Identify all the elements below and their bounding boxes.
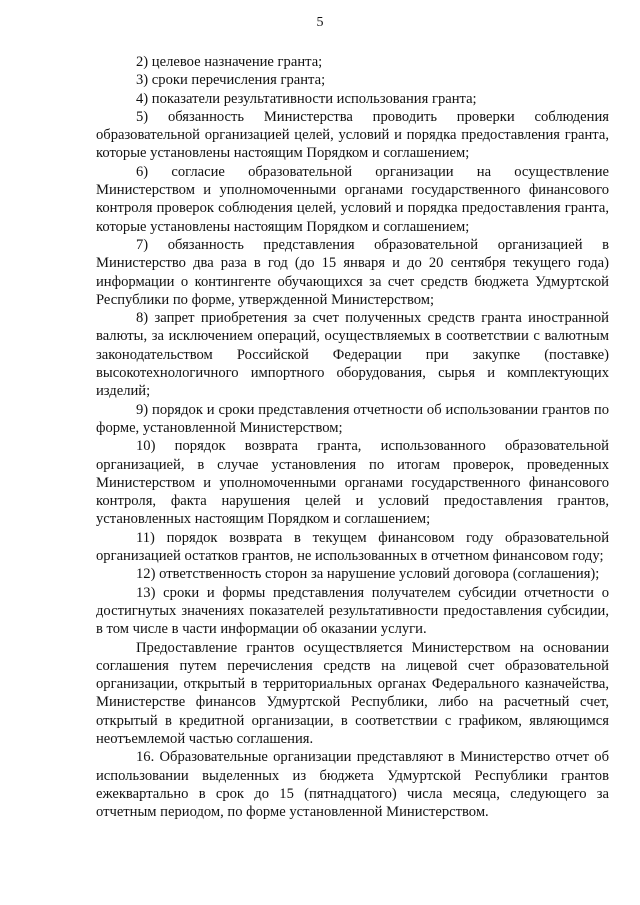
page-number: 5 — [316, 15, 324, 30]
paragraph-item-9: 9) порядок и сроки представления отчетности об использовании грантов по форме, установленной Министерством; — [96, 401, 609, 436]
paragraph-clause-16: 16. Образовательные организации представляют в Министерство отчет об использовании выделенных из бюджета Удмуртской Республики грантов ежеквартально в срок до 15 (пятнадцатого) числа месяца, следующего за отчетным периодом, по форме установленной Министерством. — [96, 749, 609, 821]
paragraph-item-2: 2) целевое назначение гранта; — [136, 54, 323, 70]
paragraph-item-8: 8) запрет приобретения за счет полученных средств гранта иностранной валюты, за исключением операций, осуществляемых в соответствии с валютным законодательством Российской Федерации при закупке (поставке) высокотехнологичного импортного оборудования, сырья и комплектующих изделий; — [96, 310, 609, 400]
paragraph-item-3: 3) сроки перечисления гранта; — [136, 72, 326, 89]
paragraph-item-11: 11) порядок возврата в текущем финансовом году образовательной организацией остатков грантов, не использованных в отчетном финансовом году; — [96, 529, 609, 565]
paragraph-item-12: 12) ответственность сторон за нарушение условий договора (соглашения); — [136, 566, 600, 583]
document-body — [96, 53, 609, 821]
paragraph-item-4: 4) показатели результативности использования гранта; — [136, 90, 477, 107]
paragraph-item-7: 7) обязанность представления образовательной организацией в Министерство два раза в год (до 15 января и до 20 сентября текущего года) информации о контингенте обучающихся за счет средств бюджета Удмуртской Республики по форме, утвержденной Министерством; — [96, 236, 609, 308]
paragraph-item-6: 6) согласие образовательной организации на осуществление Министерством и уполномоченными органами государственного финансового контроля проверок соблюдения целей, условий и порядка предоставления гранта, которые установлены настоящим Порядком и соглашением; — [96, 163, 609, 235]
paragraph-grant-provision: Предоставление грантов осуществляется Министерством на основании соглашения путем перечисления средств на лицевой счет образовательной организации, открытый в территориальных органах Федерального казначейства, Министерстве финансов Удмуртской Республики, либо на расчетный счет, открытый в кредитной организации, в соответствии с графиком, являющимся неотъемлемой частью соглашения. — [96, 639, 609, 747]
paragraph-item-10: 10) порядок возврата гранта, использованного образовательной организацией, в случае установления по итогам проверок, проведенных Министерством и уполномоченными органами государственного финансового контроля, факта нарушения целей и условий предоставления грантов, установленных настоящим Порядком и соглашением; — [96, 438, 609, 528]
paragraph-item-5: 5) обязанность Министерства проводить проверки соблюдения образовательной организацией целей, условий и порядка предоставления гранта, которые установлены настоящим Порядком и соглашением; — [96, 108, 609, 162]
paragraph-item-13: 13) сроки и формы представления получателем субсидии отчетности о достигнутых значениях показателей результативности предоставления субсидии, в том числе в части информации об оказании услуги. — [96, 584, 609, 638]
